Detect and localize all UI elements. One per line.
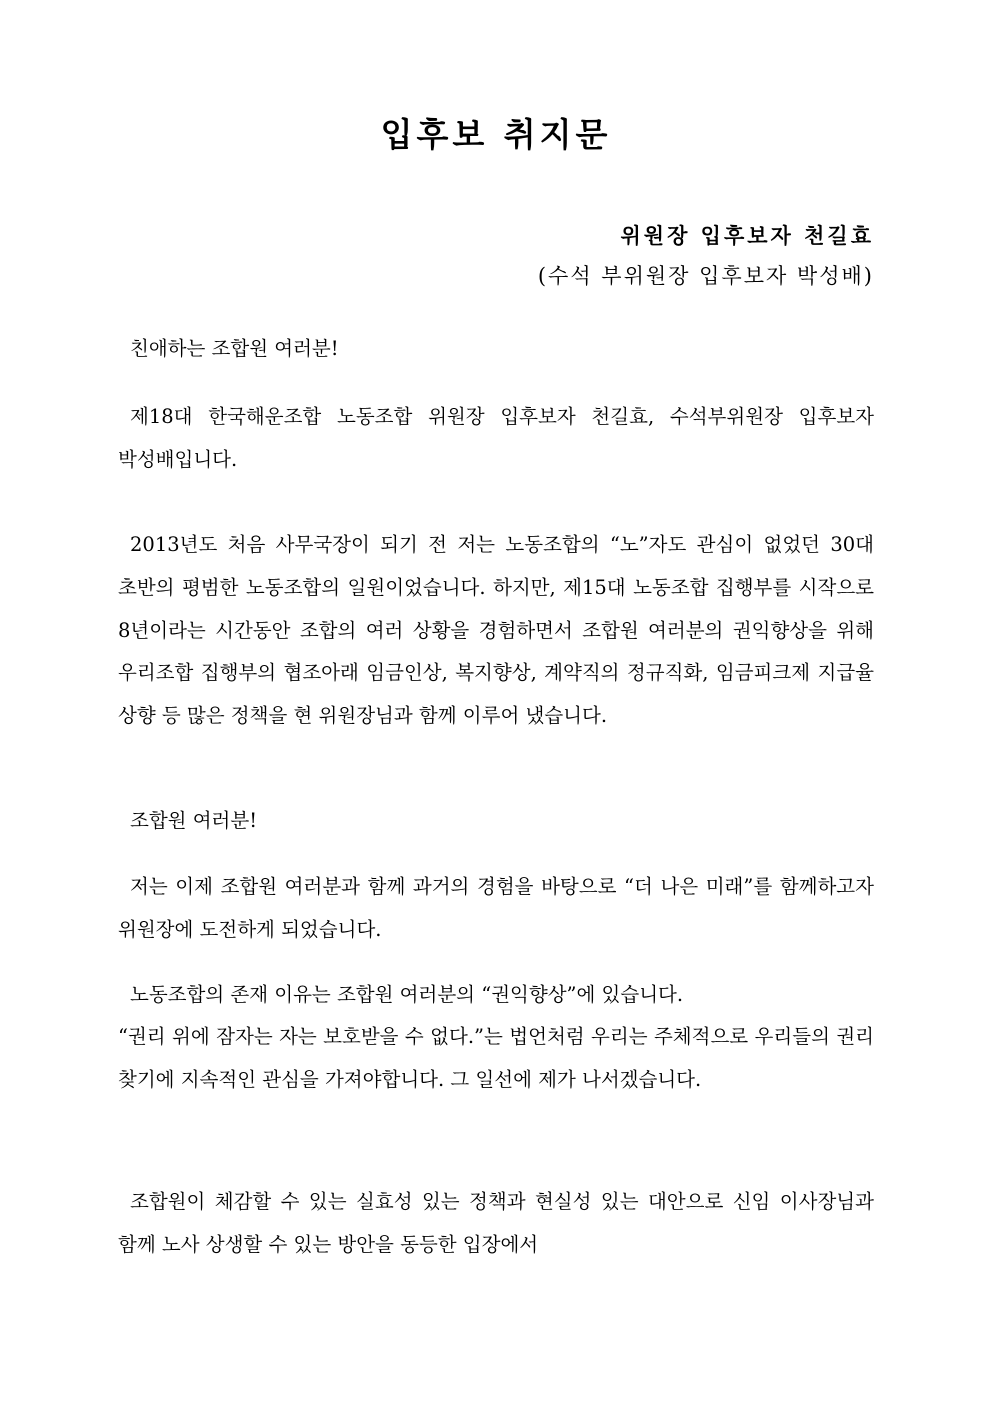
introduction-paragraph xyxy=(118,396,874,482)
introduction-text: 제18대 한국해운조합 노동조합 위원장 입후보자 천길효, 수석부위원장 입후보자 박성배입니다. xyxy=(118,405,874,471)
background-paragraph xyxy=(118,524,874,738)
challenge-text: 저는 이제 조합원 여러분과 함께 과거의 경험을 바탕으로 “더 나은 미래”를 함께하고자 위원장에 도전하게 되었습니다. xyxy=(118,875,874,941)
challenge-paragraph xyxy=(118,866,874,952)
greeting-text: 친애하는 조합원 여러분! xyxy=(130,337,339,360)
background-text: 2013년도 처음 사무국장이 되기 전 저는 노동조합의 “노”자도 관심이 없었던 30대 초반의 평범한 노동조합의 일원이었습니다. 하지만, 제15대 노동조합 집행부를 시작으로 8년이라는 시간동안 조합의 여러 상황을 경험하면서 조합원 여러분의 권익향상을 위해 우리조합 집행부의 협조아래 임금인상, 복지향상, 계약직의 정규직화, 임금피크제 지급율 상향 등 많은 정책을 현 위원장님과 함께 이루어 냈습니다. xyxy=(118,533,874,728)
rights-text: “권리 위에 잠자는 자는 보호받을 수 없다.”는 법언처럼 우리는 주체적으로 우리들의 권리 찾기에 지속적인 관심을 가져야합니다. 그 일선에 제가 나서겠습니다. xyxy=(118,1025,874,1091)
document-title: 입후보 취지문 xyxy=(380,115,612,154)
greeting-paragraph xyxy=(118,328,874,371)
vice-candidate-name-line: (수석 부위원장 입후보자 박성배) xyxy=(537,264,874,288)
candidate-name-line: 위원장 입후보자 천길효 xyxy=(620,223,874,248)
rights-paragraph xyxy=(118,1016,874,1102)
purpose-text: 노동조합의 존재 이유는 조합원 여러분의 “권익향상”에 있습니다. xyxy=(130,983,684,1006)
policy-text: 조합원이 체감할 수 있는 실효성 있는 정책과 현실성 있는 대안으로 신임 이사장님과 함께 노사 상생할 수 있는 방안을 동등한 입장에서 xyxy=(118,1190,874,1256)
address-text: 조합원 여러분! xyxy=(130,809,258,832)
policy-paragraph xyxy=(118,1181,874,1267)
address-paragraph xyxy=(118,800,874,843)
purpose-paragraph xyxy=(118,974,874,1017)
